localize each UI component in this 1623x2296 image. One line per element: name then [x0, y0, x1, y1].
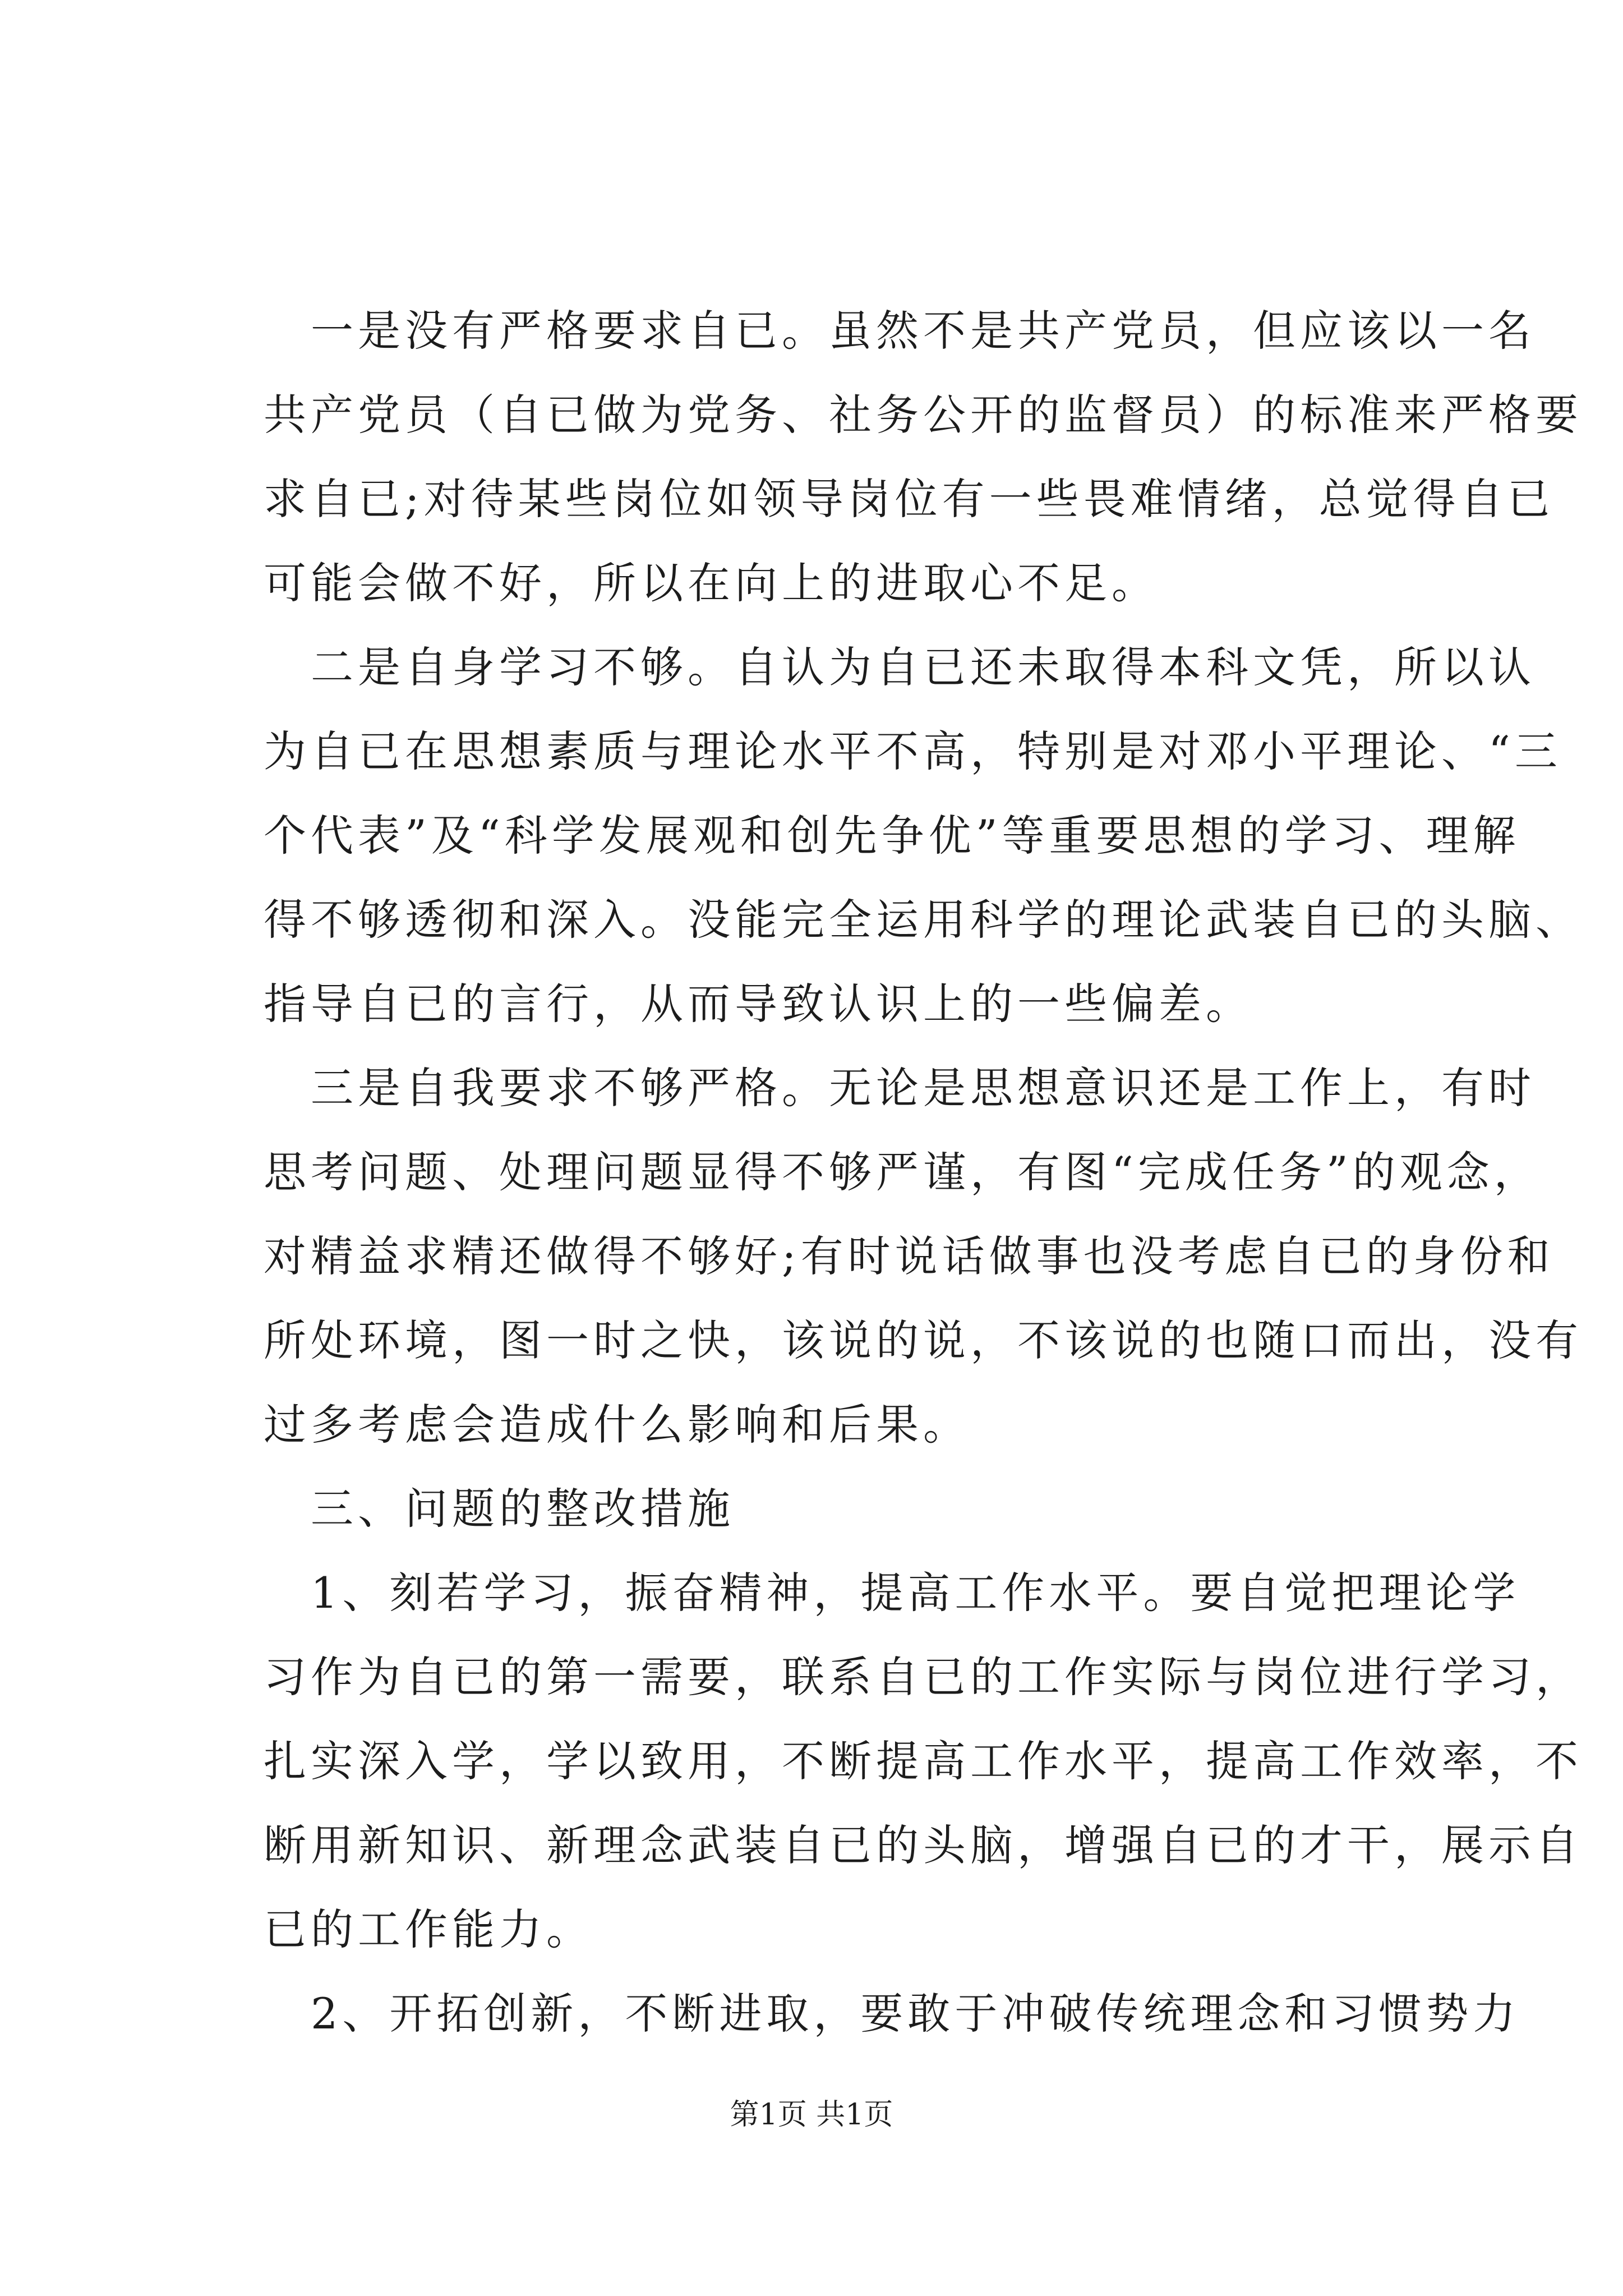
section-heading: 三、问题的整改措施	[264, 1484, 735, 1534]
page-footer: 第1页 共1页	[730, 2098, 893, 2132]
text-line: 三是自我要求不够严格。无论是思想意识还是工作上，有时	[264, 1063, 1536, 1113]
text-line: 可能会做不好，所以在向上的进取心不足。	[264, 558, 1159, 608]
text-line: 已的工作能力。	[264, 1904, 593, 1954]
text-line: 二是自身学习不够。自认为自已还未取得本科文凭，所以认	[264, 642, 1536, 692]
text-line: 习作为自已的第一需要，联系自已的工作实际与岗位进行学习，	[264, 1652, 1583, 1702]
text-line: 所处环境，图一时之快，该说的说，不该说的也随口而出，没有	[264, 1315, 1583, 1365]
text-line: 思考问题、处理问题显得不够严谨，有图“完成任务”的观念，	[264, 1147, 1541, 1197]
text-line: 对精益求精还做得不够好;有时说话做事也没考虑自已的身份和	[264, 1231, 1555, 1281]
text-line: 求自已;对待某些岗位如领导岗位有一些畏难情绪，总觉得自已	[264, 474, 1555, 524]
text-line: 1、刻若学习，振奋精神，提高工作水平。要自觉把理论学	[264, 1568, 1520, 1618]
text-line: 2、开拓创新，不断进取，要敢于冲破传统理念和习惯势力	[264, 1989, 1520, 2039]
text-line: 扎实深入学，学以致用，不断提高工作水平，提高工作效率，不	[264, 1736, 1583, 1786]
text-line: 一是没有严格要求自已。虽然不是共产党员，但应该以一名	[264, 306, 1536, 356]
text-line: 过多考虑会造成什么影响和后果。	[264, 1400, 970, 1450]
text-line: 得不够透彻和深入。没能完全运用科学的理论武装自已的头脑、	[264, 895, 1583, 945]
text-line: 指导自已的言行，从而导致认识上的一些偏差。	[264, 979, 1253, 1029]
text-line: 个代表”及“科学发展观和创先争优”等重要思想的学习、理解	[264, 811, 1520, 861]
text-line: 为自已在思想素质与理论水平不高，特别是对邓小平理论、“三	[264, 726, 1562, 776]
text-line: 共产党员（自已做为党务、社务公开的监督员）的标准来严格要	[264, 390, 1583, 440]
text-line: 断用新知识、新理念武装自已的头脑，增强自已的才干，展示自	[264, 1820, 1583, 1870]
